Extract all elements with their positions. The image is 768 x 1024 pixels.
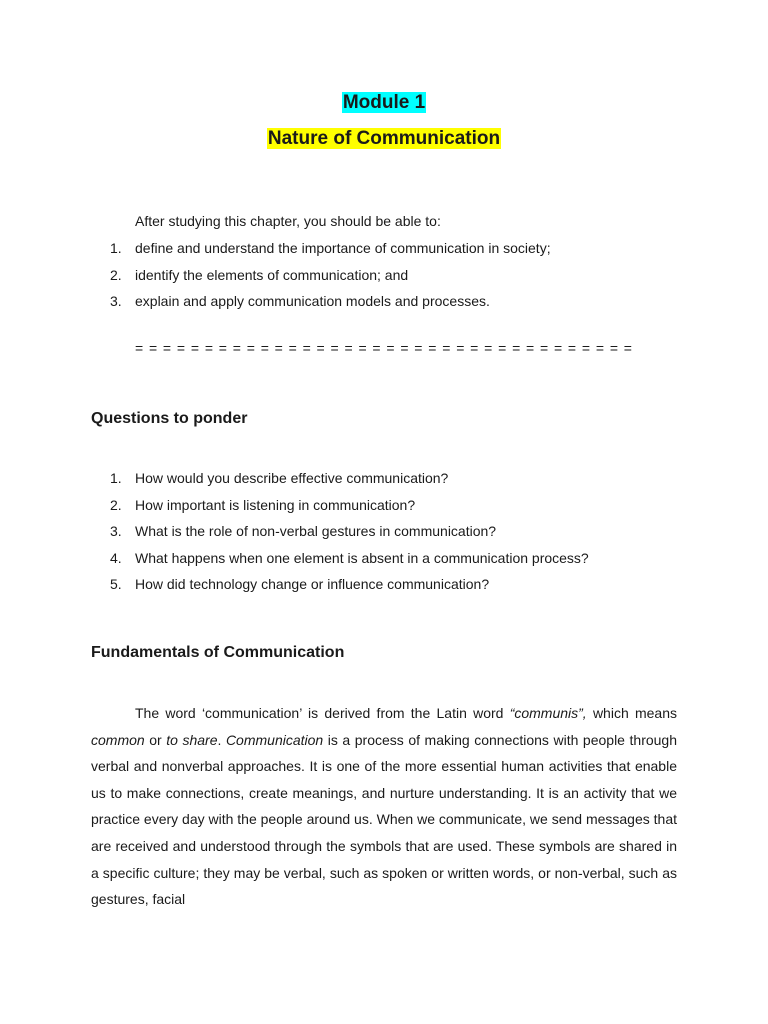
list-text: identify the elements of communication; and	[135, 266, 409, 283]
questions-list	[110, 465, 589, 598]
para-text: is a process of making connections with people through verbal and nonverbal approaches. It is one of the more essential human activities that enable us to make connections, create meanings, and nurture understanding. It is an activity that we practice every day with the people around us. When we communicate, we send messages that are received and understood through the symbols that are used. These symbols are shared in a specific culture; they may be verbal, such as spoken or written words, or non-verbal, such as gestures, facial	[91, 731, 677, 908]
module-title	[0, 92, 768, 114]
questions-heading: Questions to ponder	[91, 410, 248, 427]
list-number: 2.	[110, 496, 122, 513]
list-item	[110, 492, 589, 519]
list-text: explain and apply communication models and processes.	[135, 293, 490, 310]
para-italic-communication: Communication	[225, 731, 324, 748]
para-text: or	[144, 731, 167, 748]
module-subtitle	[0, 128, 768, 150]
list-item	[110, 465, 589, 492]
list-number: 4.	[110, 549, 122, 566]
para-italic-common: common	[91, 731, 145, 748]
module-title-text: Module 1	[342, 92, 426, 113]
list-item	[110, 571, 589, 598]
list-item	[110, 518, 589, 545]
para-text: .	[217, 731, 226, 748]
objectives-list	[110, 235, 551, 315]
section-divider: = = = = = = = = = = = = = = = = = = = = = = = = = = = = = = = = = = = =	[135, 340, 633, 356]
para-text: The word ‘communication’ is derived from the Latin word	[135, 705, 510, 721]
list-text: define and understand the importance of communication in society;	[135, 240, 551, 256]
list-text: How important is listening in communication?	[135, 496, 416, 513]
list-number: 1.	[110, 240, 122, 256]
para-italic-to-share: to share	[166, 731, 218, 748]
fundamentals-paragraph	[91, 700, 677, 913]
list-item	[110, 288, 551, 315]
module-subtitle-text: Nature of Communication	[267, 128, 501, 149]
list-item	[110, 262, 551, 289]
list-number: 5.	[110, 576, 122, 593]
list-item	[110, 545, 589, 572]
list-number: 3.	[110, 523, 122, 540]
list-text: How would you describe effective communication?	[135, 470, 449, 486]
list-text: What happens when one element is absent in a communication process?	[135, 549, 589, 566]
list-item	[110, 235, 551, 262]
list-text: What is the role of non-verbal gestures in communication?	[135, 523, 497, 540]
list-number: 2.	[110, 266, 122, 283]
para-italic-communis: “communis”,	[509, 705, 587, 721]
list-number: 1.	[110, 470, 122, 486]
list-text: How did technology change or influence communication?	[135, 576, 490, 593]
fundamentals-heading: Fundamentals of Communication	[91, 644, 345, 661]
objectives-intro: After studying this chapter, you should be able to:	[135, 213, 441, 229]
list-number: 3.	[110, 293, 122, 310]
para-text: which means	[586, 705, 677, 721]
